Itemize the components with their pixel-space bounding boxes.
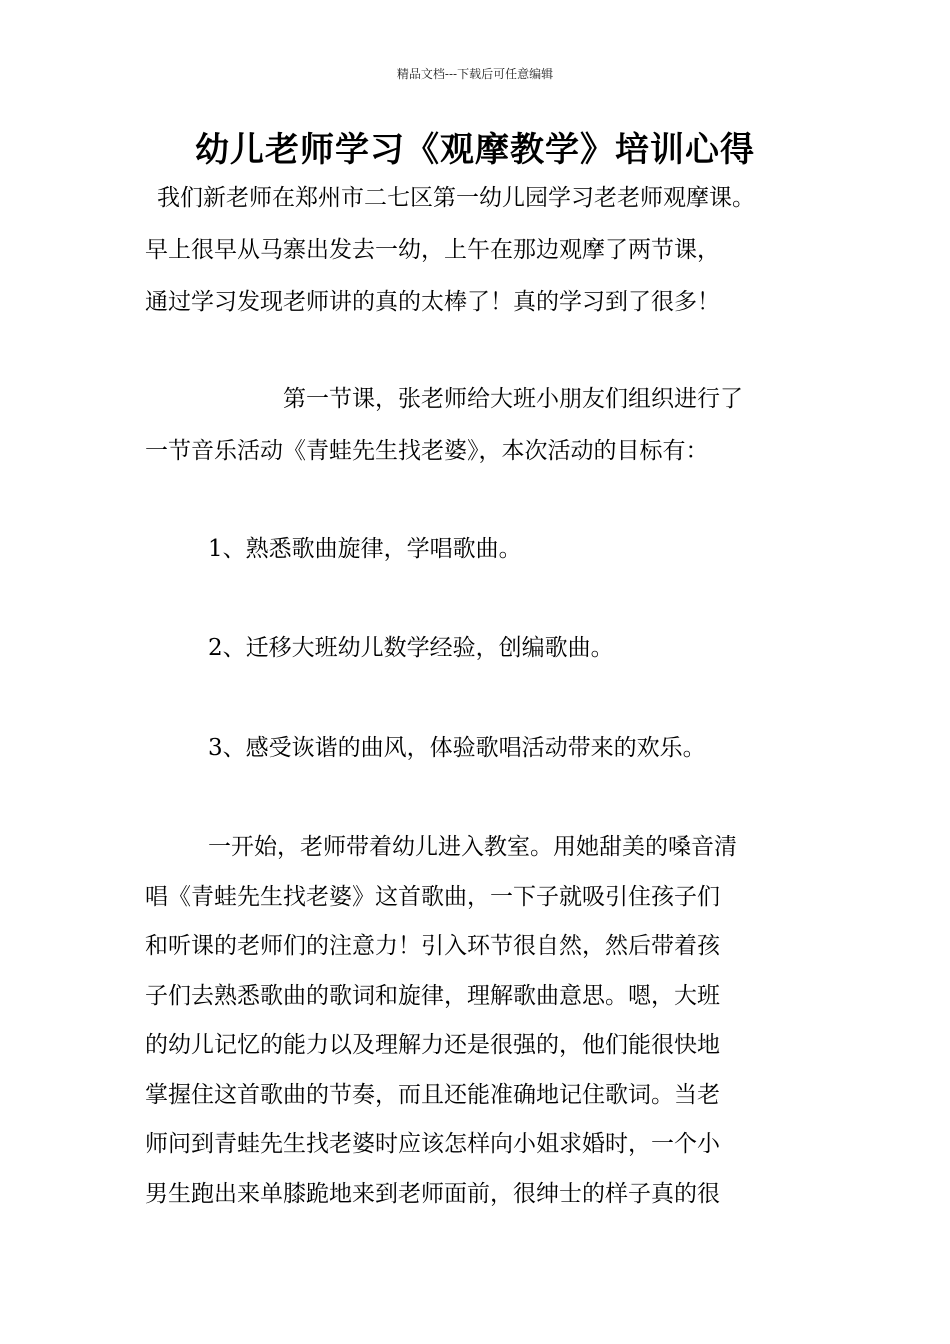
body-line: 师问到青蛙先生找老婆时应该怎样向小姐求婚时，一个小 (145, 1131, 720, 1157)
goal-item: 2、迁移大班幼儿数学经验，创编歌曲。 (208, 635, 614, 661)
body-line: 的幼儿记忆的能力以及理解力还是很强的，他们能很快地 (145, 1032, 720, 1058)
body-line: 我们新老师在郑州市二七区第一幼儿园学习老老师观摩课。 (157, 185, 755, 211)
body-line: 一开始，老师带着幼儿进入教室。用她甜美的嗓音清 (208, 834, 737, 860)
body-line: 唱《青蛙先生找老婆》这首歌曲，一下子就吸引住孩子们 (145, 884, 720, 910)
document-title: 幼儿老师学习《观摩教学》培训心得 (195, 130, 755, 170)
goal-item: 3、感受诙谐的曲风，体验歌唱活动带来的欢乐。 (208, 735, 706, 761)
body-line: 第一节课，张老师给大班小朋友们组织进行了 (283, 386, 743, 412)
goal-item: 1、熟悉歌曲旋律，学唱歌曲。 (208, 536, 522, 562)
body-line: 早上很早从马寨出发去一幼，上午在那边观摩了两节课， (145, 237, 720, 263)
body-line: 子们去熟悉歌曲的歌词和旋律，理解歌曲意思。嗯，大班 (145, 983, 720, 1009)
body-line: 掌握住这首歌曲的节奏，而且还能准确地记住歌词。当老 (145, 1082, 720, 1108)
page-header: 精品文档---下载后可任意编辑 (396, 67, 554, 81)
body-line: 通过学习发现老师讲的真的太棒了！真的学习到了很多！ (145, 289, 720, 315)
body-line: 和听课的老师们的注意力！引入环节很自然，然后带着孩 (145, 933, 720, 959)
body-line: 一节音乐活动《青蛙先生找老婆》，本次活动的目标有： (145, 438, 709, 464)
body-line: 男生跑出来单膝跪地来到老师面前，很绅士的样子真的很 (145, 1181, 720, 1207)
